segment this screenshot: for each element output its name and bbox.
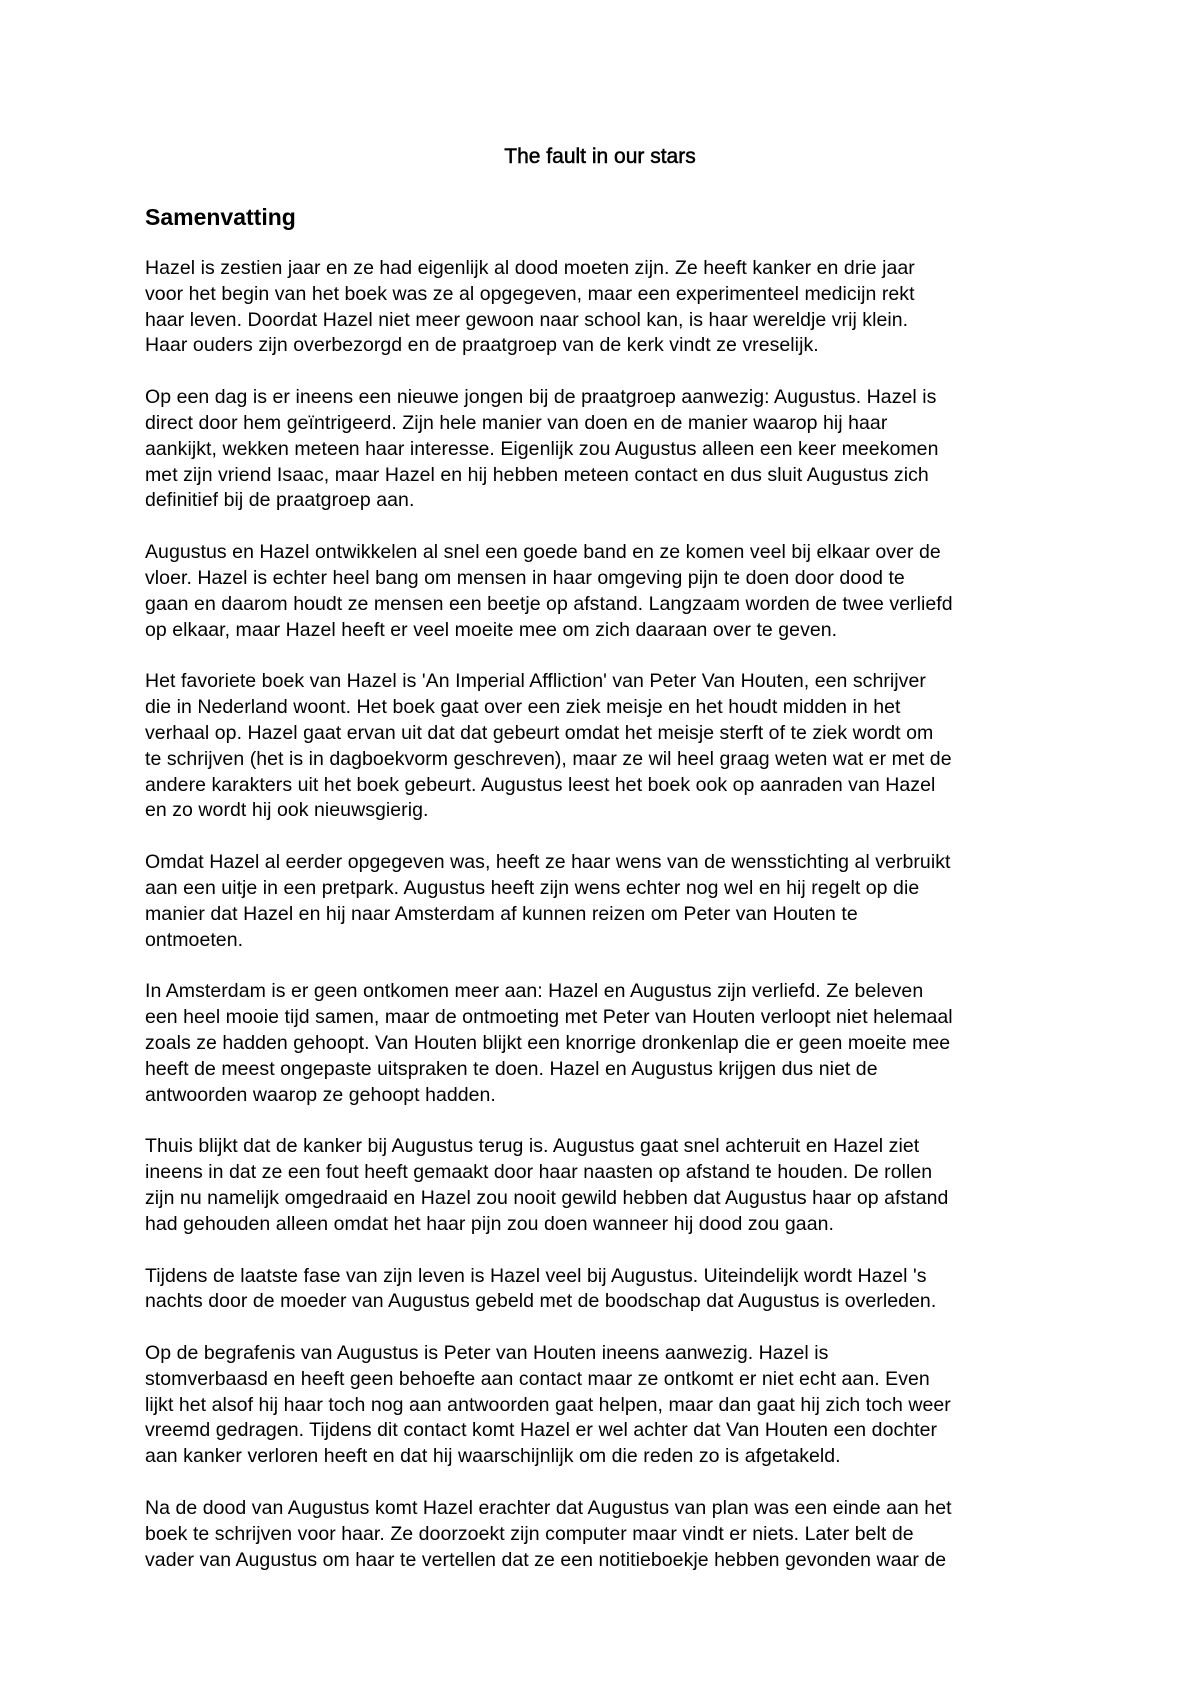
document-body xyxy=(145,256,1075,1599)
section-heading: Samenvatting xyxy=(145,204,296,230)
paragraph: Omdat Hazel al eerder opgegeven was, heeft ze haar wens van de wensstichting al verbruikt aan een uitje in een pretpark. Augustus heeft zijn wens echter nog wel en hij regelt op die manier dat Hazel en hij naar Amsterdam af kunnen reizen om Peter van Houten te ontmoeten. xyxy=(145,851,951,951)
paragraph: Augustus en Hazel ontwikkelen al snel een goede band en ze komen veel bij elkaar over de vloer. Hazel is echter heel bang om mensen in haar omgeving pijn te doen door dood te gaan en daarom houdt ze mensen een beetje op afstand. Langzaam worden de twee verliefd op elkaar, maar Hazel heeft er veel moeite mee om zich daaraan over te geven. xyxy=(145,541,953,641)
paragraph: Tijdens de laatste fase van zijn leven is Hazel veel bij Augustus. Uiteindelijk wordt Hazel 's nachts door de moeder van Augustus gebeld met de boodschap dat Augustus is overleden. xyxy=(145,1264,937,1313)
paragraph: Het favoriete boek van Hazel is 'An Imperial Affliction' van Peter Van Houten, een schrijver die in Nederland woont. Het boek gaat over een ziek meisje en het houdt midden in het verhaal op. Hazel gaat ervan uit dat dat gebeurt omdat het meisje sterft of te ziek wordt om te schrijven (het is in dagboekvorm geschreven), maar ze wil heel graag weten wat er met de andere karakters uit het boek gebeurt. Augustus leest het boek ook op aanraden van Hazel en zo wordt hij ook nieuwsgierig. xyxy=(145,670,952,822)
paragraph: Op de begrafenis van Augustus is Peter van Houten ineens aanwezig. Hazel is stomverbaasd en heeft geen behoefte aan contact maar ze ontkomt er niet echt aan. Even lijkt het alsof hij haar toch nog aan antwoorden gaat helpen, maar dan gaat hij zich toch weer vreemd gedragen. Tijdens dit contact komt Hazel er wel achter dat Van Houten een dochter aan kanker verloren heeft en dat hij waarschijnlijk om die reden zo is afgetakeld. xyxy=(145,1342,951,1468)
document-title: The fault in our stars xyxy=(504,145,696,168)
paragraph: Thuis blijkt dat de kanker bij Augustus terug is. Augustus gaat snel achteruit en Hazel ziet ineens in dat ze een fout heeft gemaakt door haar naasten op afstand te houden. De rollen zijn nu namelijk omgedraaid en Hazel zou nooit gewild hebben dat Augustus haar op afstand had gehouden alleen omdat het haar pijn zou doen wanneer hij dood zou gaan. xyxy=(145,1135,949,1235)
paragraph: Op een dag is er ineens een nieuwe jongen bij de praatgroep aanwezig: Augustus. Hazel is direct door hem geïntrigeerd. Zijn hele manier van doen en de manier waarop hij haar aankijkt, wekken meteen haar interesse. Eigenlijk zou Augustus alleen een keer meekomen met zijn vriend Isaac, maar Hazel en hij hebben meteen contact en dus sluit Augustus zich definitief bij de praatgroep aan. xyxy=(145,386,939,512)
paragraph: Na de dood van Augustus komt Hazel erachter dat Augustus van plan was een einde aan het boek te schrijven voor haar. Ze doorzoekt zijn computer maar vindt er niets. Later belt de vader van Augustus om haar te vertellen dat ze een notitieboekje hebben gevonden waar de xyxy=(145,1497,952,1571)
paragraph: Hazel is zestien jaar en ze had eigenlijk al dood moeten zijn. Ze heeft kanker en drie jaar voor het begin van het boek was ze al opgegeven, maar een experimenteel medicijn rekt haar leven. Doordat Hazel niet meer gewoon naar school kan, is haar wereldje vrij klein. Haar ouders zijn overbezorgd en de praatgroep van de kerk vindt ze vreselijk. xyxy=(145,257,915,357)
paragraph: In Amsterdam is er geen ontkomen meer aan: Hazel en Augustus zijn verliefd. Ze beleven een heel mooie tijd samen, maar de ontmoeting met Peter van Houten verloopt niet helemaal zoals ze hadden gehoopt. Van Houten blijkt een knorrige dronkenlap die er geen moeite mee heeft de meest ongepaste uitspraken te doen. Hazel en Augustus krijgen dus niet de antwoorden waarop ze gehoopt hadden. xyxy=(145,980,953,1106)
